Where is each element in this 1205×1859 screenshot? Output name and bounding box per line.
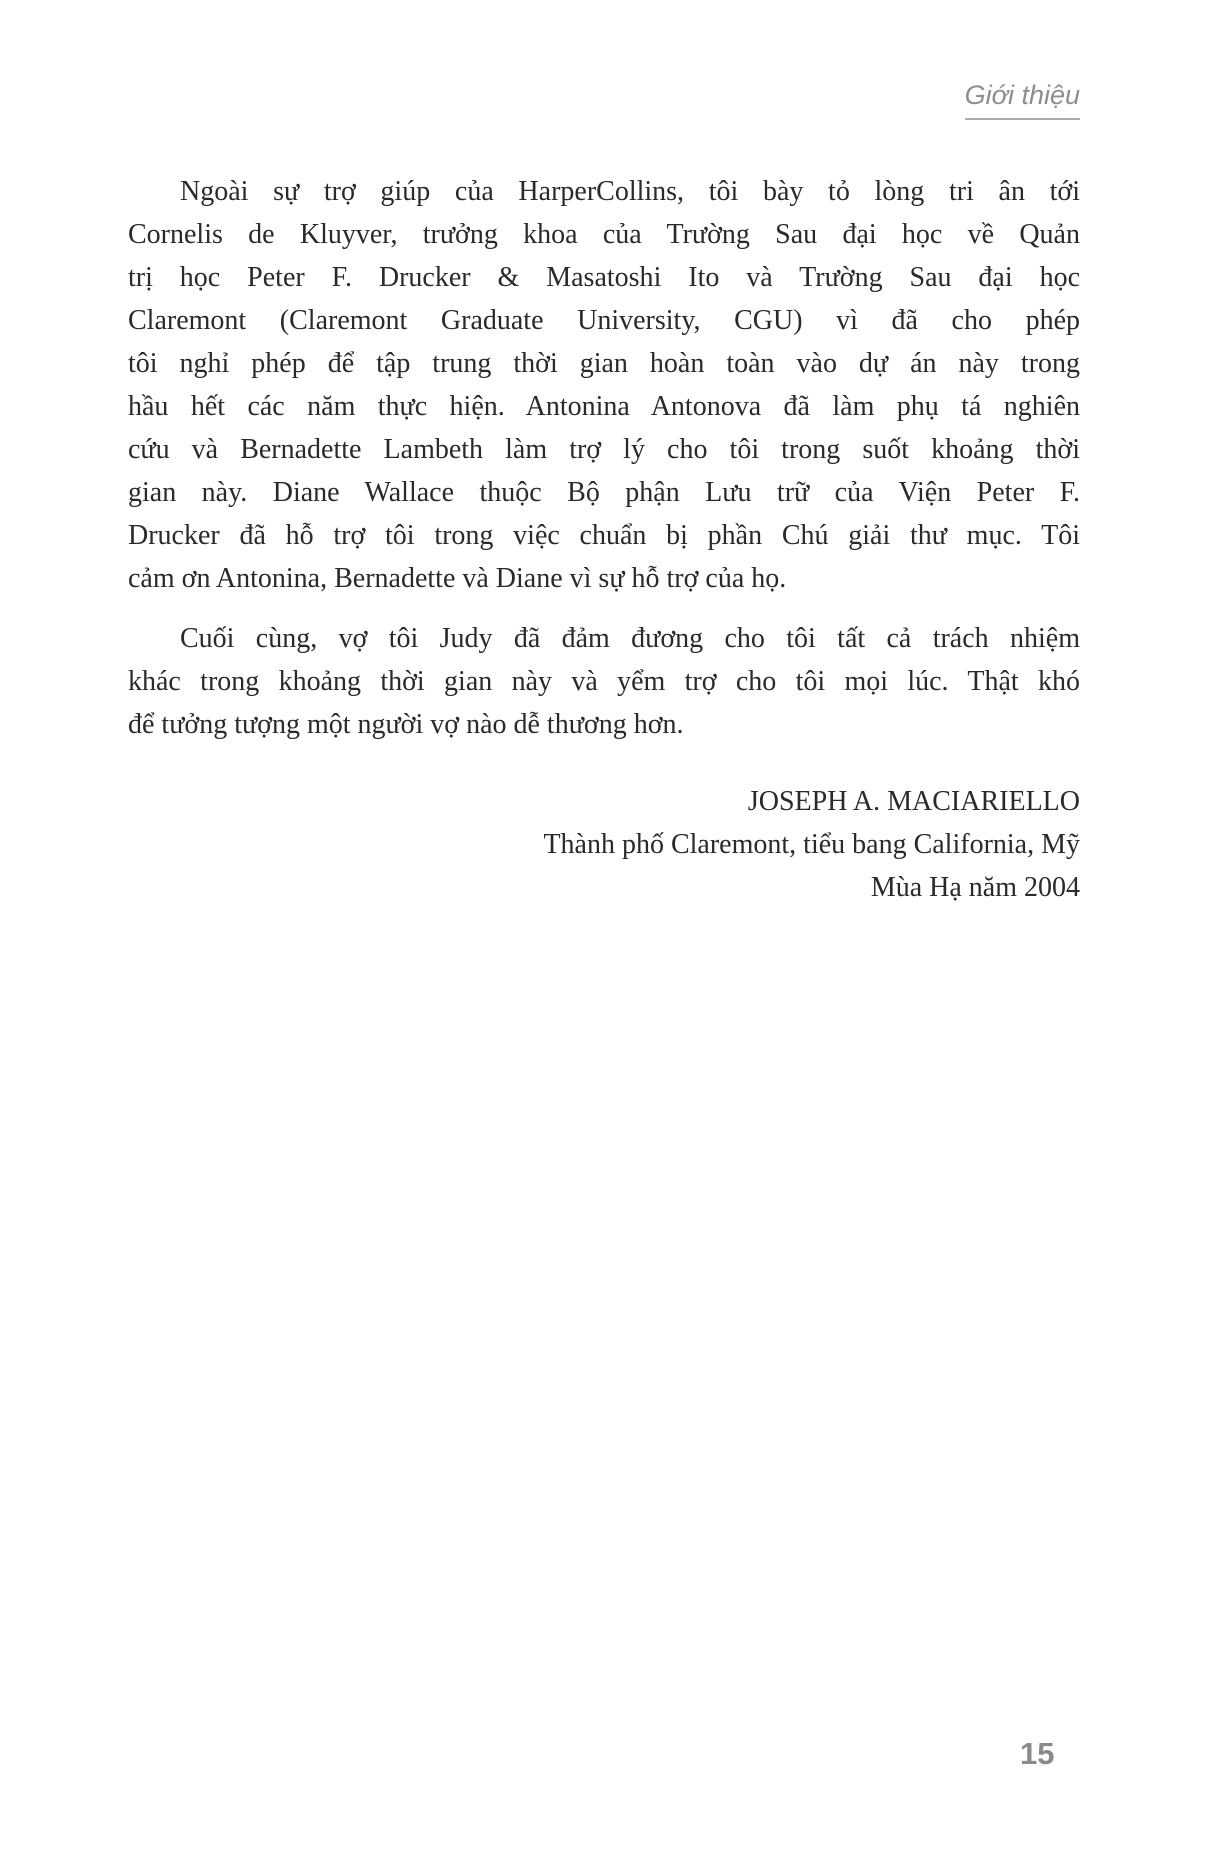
text-line: gian này. Diane Wallace thuộc Bộ phận Lưu trữ của Viện Peter F. [128, 477, 1080, 508]
text-line: hầu hết các năm thực hiện. Antonina Antonova đã làm phụ tá nghiên [128, 391, 1080, 422]
text-line: Drucker đã hỗ trợ tôi trong việc chuẩn bị phần Chú giải thư mục. Tôi [128, 520, 1080, 551]
text-line: Claremont (Claremont Graduate University, CGU) vì đã cho phép [128, 305, 1080, 336]
text-line: tôi nghỉ phép để tập trung thời gian hoàn toàn vào dự án này trong [128, 348, 1080, 379]
running-header-title: Giới thiệu [965, 80, 1080, 120]
text-line: Cornelis de Kluyver, trưởng khoa của Trường Sau đại học về Quản [128, 219, 1080, 250]
paragraph-acknowledgements [128, 170, 1080, 600]
text-line: để tưởng tượng một người vợ nào dễ thương hơn. [128, 709, 684, 740]
text-line: trị học Peter F. Drucker & Masatoshi Ito và Trường Sau đại học [128, 262, 1080, 293]
paragraph-dedication [128, 617, 1080, 746]
page-header [965, 80, 1080, 120]
text-line: Ngoài sự trợ giúp của HarperCollins, tôi bày tỏ lòng tri ân tới [180, 176, 1080, 207]
page-number: 15 [1020, 1736, 1055, 1771]
text-line: khác trong khoảng thời gian này và yểm trợ cho tôi mọi lúc. Thật khó [128, 666, 1080, 697]
text-line: cảm ơn Antonina, Bernadette và Diane vì sự hỗ trợ của họ. [128, 563, 787, 594]
text-line: cứu và Bernadette Lambeth làm trợ lý cho tôi trong suốt khoảng thời [128, 434, 1080, 465]
signature-block [543, 780, 1080, 909]
text-line: Cuối cùng, vợ tôi Judy đã đảm đương cho tôi tất cả trách nhiệm [180, 623, 1080, 654]
signature-author-name: JOSEPH A. MACIARIELLO [747, 786, 1080, 817]
signature-date: Mùa Hạ năm 2004 [870, 872, 1080, 903]
body-text [128, 170, 1080, 746]
signature-location: Thành phố Claremont, tiểu bang California, Mỹ [543, 829, 1080, 860]
